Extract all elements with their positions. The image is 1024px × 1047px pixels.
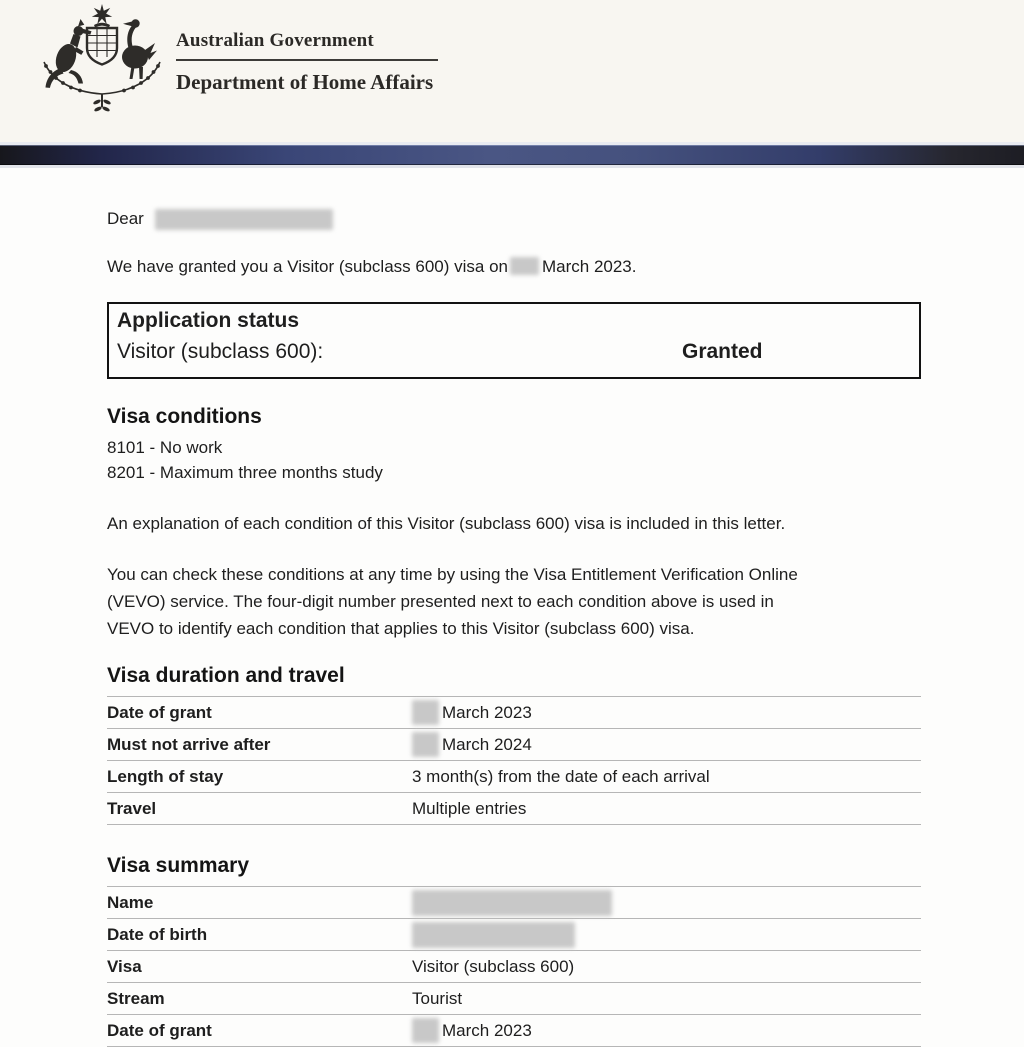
table-row: [107, 951, 921, 983]
redaction-block: [412, 922, 575, 948]
coat-of-arms-icon: [36, 2, 168, 116]
grant-date-redaction: [510, 257, 539, 275]
intro-paragraph: [107, 256, 921, 278]
intro-text-after: March 2023.: [541, 257, 637, 276]
row-label: Date of birth: [107, 924, 208, 944]
row-value: [412, 798, 921, 820]
row-value-text: Visitor (subclass 600): [412, 956, 575, 976]
table-row: [107, 1015, 921, 1047]
visa-summary-table: [107, 886, 921, 1047]
visa-conditions-title: Visa conditions: [107, 405, 262, 428]
row-label: Must not arrive after: [107, 734, 271, 754]
recipient-name-redaction: [155, 209, 333, 230]
row-value: [412, 766, 921, 788]
header-band: [0, 142, 1024, 168]
application-status-row: [117, 339, 909, 365]
row-value-text: March 2023: [442, 702, 532, 722]
letterhead-divider: [176, 59, 438, 61]
application-status-label: Visitor (subclass 600):: [117, 340, 324, 363]
row-value: [412, 890, 921, 916]
row-value: [412, 988, 921, 1010]
visa-duration-title: Visa duration and travel: [107, 664, 345, 687]
paragraph-line: You can check these conditions at any time by using the Visa Entitlement Verification Online: [107, 565, 798, 584]
row-label: Date of grant: [107, 702, 212, 722]
vevo-paragraph: [107, 561, 921, 642]
emu-icon: [122, 19, 157, 79]
row-label: Travel: [107, 798, 157, 818]
letterhead: [0, 0, 1024, 142]
visa-summary-title: Visa summary: [107, 854, 250, 877]
government-title: Australian Government: [176, 30, 374, 51]
conditions-explanation: An explanation of each condition of this Visitor (subclass 600) visa is included in this letter.: [107, 514, 786, 533]
visa-conditions-list: [107, 435, 921, 485]
table-row: [107, 697, 921, 729]
agency-titles: [176, 30, 438, 95]
intro-text-before: We have granted you a Visitor (subclass 600) visa on: [107, 257, 508, 276]
row-value: [412, 1018, 921, 1043]
row-label: Visa: [107, 956, 142, 976]
application-status-box: [107, 302, 921, 379]
row-value-text: March 2024: [442, 734, 532, 754]
redaction-block: [412, 700, 439, 725]
row-value-text: March 2023: [442, 1020, 532, 1040]
kangaroo-icon: [46, 19, 92, 88]
table-row: [107, 761, 921, 793]
row-label: Date of grant: [107, 1020, 212, 1040]
row-value-text: 3 month(s) from the date of each arrival: [412, 766, 710, 786]
condition-item: 8201 - Maximum three months study: [107, 463, 383, 482]
paragraph-line: (VEVO) service. The four-digit number presented next to each condition above is used in: [107, 592, 774, 611]
redaction-block: [412, 890, 612, 916]
row-label: Stream: [107, 988, 165, 1008]
table-row: [107, 729, 921, 761]
table-row: [107, 887, 921, 919]
salutation: Dear: [107, 209, 144, 228]
row-label: Name: [107, 892, 154, 912]
shield-icon: [87, 28, 117, 65]
redaction-block: [412, 732, 439, 757]
department-title: Department of Home Affairs: [176, 70, 434, 94]
row-value-text: Tourist: [412, 988, 463, 1008]
table-row: [107, 983, 921, 1015]
row-value-text: Multiple entries: [412, 798, 527, 818]
table-row: [107, 919, 921, 951]
condition-item: 8101 - No work: [107, 438, 223, 457]
paragraph-line: VEVO to identify each condition that applies to this Visitor (subclass 600) visa.: [107, 619, 695, 638]
row-value: [412, 956, 921, 978]
salutation-line: [107, 208, 921, 230]
commonwealth-star-icon: [92, 4, 112, 24]
redaction-block: [412, 1018, 439, 1043]
row-label: Length of stay: [107, 766, 224, 786]
letter-body: [107, 208, 921, 1047]
application-status-title: Application status: [117, 309, 300, 332]
row-value: [412, 700, 921, 725]
table-row: [107, 793, 921, 825]
application-status-value: Granted: [682, 340, 763, 363]
row-value: [412, 922, 921, 948]
row-value: [412, 732, 921, 757]
visa-duration-table: [107, 696, 921, 825]
